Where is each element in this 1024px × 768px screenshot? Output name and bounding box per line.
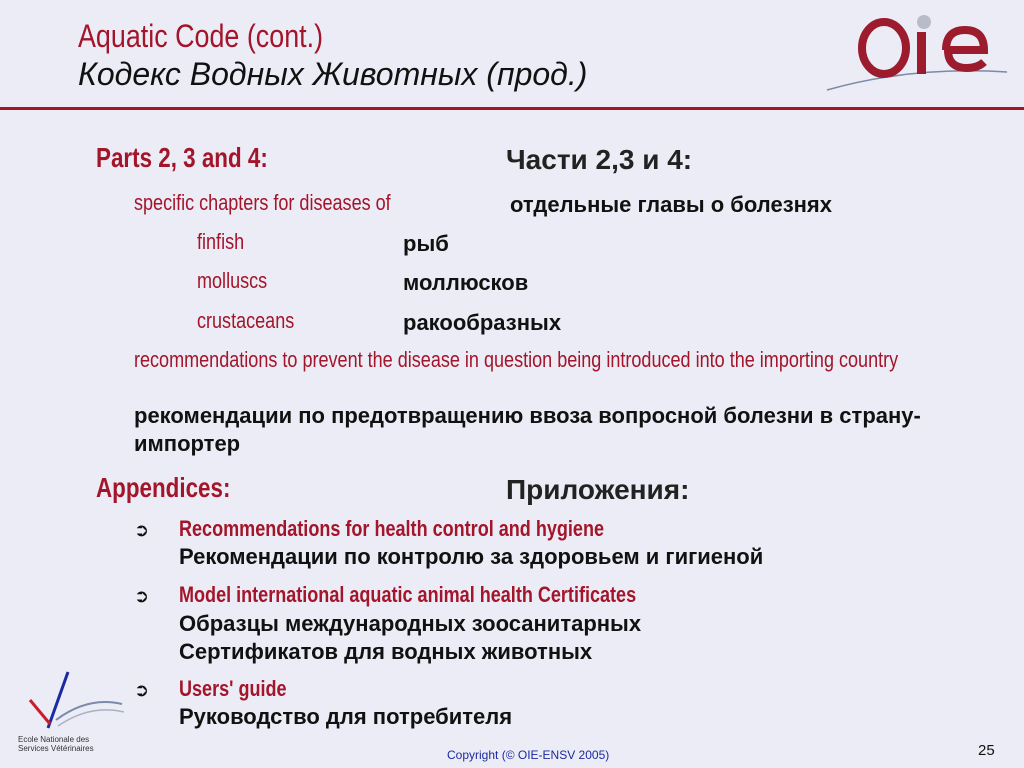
specific-chapters-en: specific chapters for diseases of <box>134 190 391 215</box>
parts-heading-ru: Части 2,3 и 4: <box>506 144 693 175</box>
species-finfish-en: finfish <box>197 229 245 254</box>
page-number: 25 <box>978 742 995 759</box>
slide-title-ru: Кодекс Водных Животных (прод.) <box>78 56 588 92</box>
species-molluscs-ru: моллюсков <box>403 270 529 295</box>
appendix-item-ru: Руководство для потребителя <box>179 704 513 729</box>
recommendations-ru: рекомендации по предотвращению ввоза вопросной болезни в страну-импортер <box>134 403 921 456</box>
species-molluscs-en: molluscs <box>197 268 268 293</box>
species-crustaceans-ru: ракообразных <box>403 310 562 335</box>
school-logo-icon <box>18 670 128 754</box>
appendix-item-en: Users' guide <box>179 676 287 701</box>
parts-heading-en: Parts 2, 3 and 4: <box>96 142 268 173</box>
school-logo-text: Ecole Nationale des Services Vétérinaires <box>18 735 94 753</box>
arrow-bullet-icon: ➲ <box>134 680 150 700</box>
appendix-item-ru: Рекомендации по контролю за здоровьем и гигиеной <box>179 544 764 569</box>
specific-chapters-ru: отдельные главы о болезнях <box>510 192 832 217</box>
copyright-text: Copyright (© OIE-ENSV 2005) <box>447 748 610 762</box>
species-finfish-ru: рыб <box>403 231 449 256</box>
recommendations-en: recommendations to prevent the disease in question being introduced into the importing country <box>134 347 899 372</box>
appendix-item-en: Recommendations for health control and hygiene <box>179 516 605 541</box>
appendix-item-ru: Образцы международных зоосанитарных Сертификатов для водных животных <box>179 611 642 664</box>
slide-title-en: Aquatic Code (cont.) <box>78 18 324 54</box>
title-divider <box>0 107 1024 110</box>
appendices-heading-ru: Приложения: <box>506 474 690 505</box>
species-crustaceans-en: crustaceans <box>197 308 295 333</box>
appendix-item-en: Model international aquatic animal health Certificates <box>179 582 637 607</box>
appendices-heading-en: Appendices: <box>96 472 231 503</box>
oie-logo-icon <box>822 8 1012 98</box>
arrow-bullet-icon: ➲ <box>134 586 150 606</box>
arrow-bullet-icon: ➲ <box>134 520 150 540</box>
